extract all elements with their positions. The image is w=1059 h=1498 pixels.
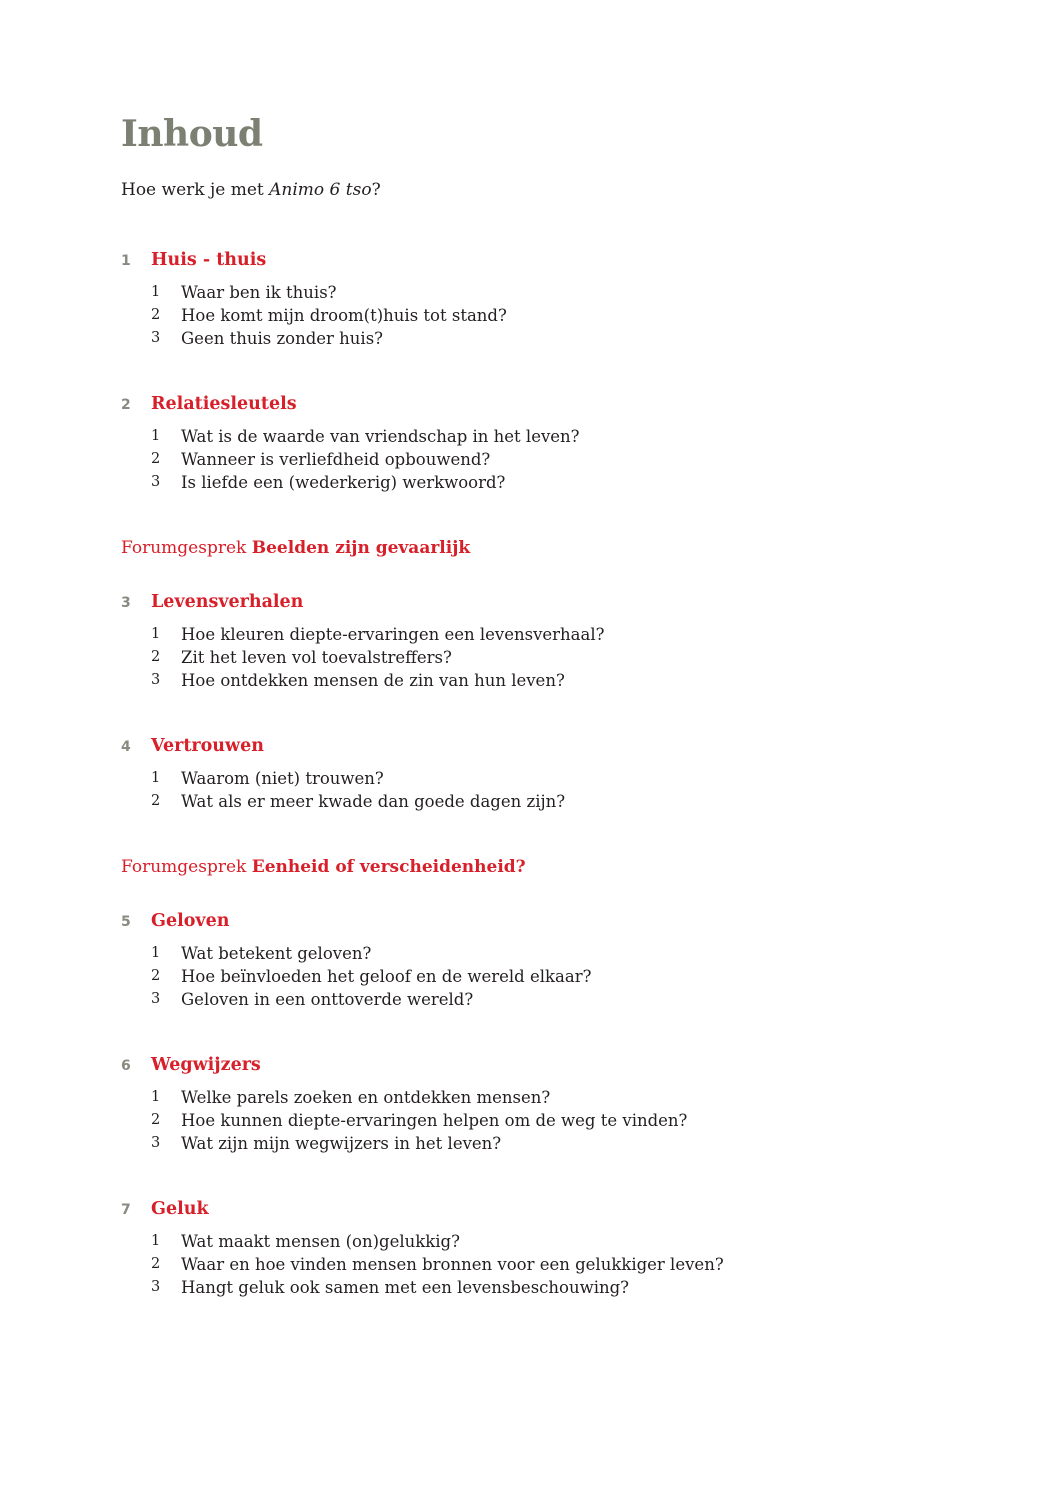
chapter-4 [121,734,981,813]
chapter-heading [121,1053,981,1077]
chapter-title: Levensverhalen [151,592,304,612]
intro-text: Hoe werk je met [121,180,270,200]
chapter-title: Geluk [151,1199,209,1219]
lesson-number: 2 [151,451,161,467]
chapter-title: Huis - thuis [151,250,267,270]
intro-line [121,178,981,202]
chapter-title: Geloven [151,911,230,931]
list-item [151,1109,981,1132]
lesson-number: 3 [151,474,161,490]
chapter-3 [121,590,981,692]
forum-prefix: Forumgesprek [121,857,252,877]
lesson-number: 1 [151,1233,161,1249]
lesson-number: 1 [151,284,161,300]
chapter-title: Relatiesleutels [151,394,297,414]
chapter-heading [121,734,981,758]
list-item [151,327,981,350]
chapter-number: 2 [121,397,131,413]
lesson-title: Waar ben ik thuis? [181,283,337,302]
lesson-list [151,425,981,494]
lesson-title: Geen thuis zonder huis? [181,329,384,348]
list-item [151,1132,981,1155]
list-item [151,1086,981,1109]
chapter-heading [121,909,981,933]
lesson-list [151,281,981,350]
lesson-list [151,623,981,692]
lesson-title: Geloven in een onttoverde wereld? [181,990,474,1009]
lesson-number: 2 [151,793,161,809]
lesson-number: 3 [151,330,161,346]
lesson-title: Wat zijn mijn wegwijzers in het leven? [181,1134,502,1153]
list-item [151,988,981,1011]
lesson-number: 1 [151,626,161,642]
lesson-title: Wat als er meer kwade dan goede dagen zijn? [181,792,566,811]
chapter-title: Wegwijzers [151,1055,261,1075]
list-item [151,1230,981,1253]
chapter-number: 4 [121,739,131,755]
lesson-title: Zit het leven vol toevalstreffers? [181,648,452,667]
chapter-5 [121,909,981,1011]
intro-book-title: Animo 6 tso [269,180,372,200]
list-item [151,471,981,494]
lesson-title: Hoe kleuren diepte-ervaringen een levensverhaal? [181,625,605,644]
lesson-number: 2 [151,649,161,665]
chapter-heading [121,1197,981,1221]
lesson-title: Wat is de waarde van vriendschap in het leven? [181,427,580,446]
lesson-number: 3 [151,1279,161,1295]
lesson-title: Wat maakt mensen (on)gelukkig? [181,1232,460,1251]
lesson-title: Hangt geluk ook samen met een levensbeschouwing? [181,1278,630,1297]
lesson-title: Waar en hoe vinden mensen bronnen voor een gelukkiger leven? [181,1255,724,1274]
chapter-number: 1 [121,253,131,269]
lesson-title: Hoe beïnvloeden het geloof en de wereld elkaar? [181,967,592,986]
lesson-number: 2 [151,1256,161,1272]
list-item [151,942,981,965]
lesson-list [151,767,981,813]
chapter-number: 6 [121,1058,131,1074]
chapter-number: 7 [121,1202,131,1218]
list-item [151,790,981,813]
chapter-number: 5 [121,914,131,930]
page-title: Inhoud [121,113,263,155]
lesson-title: Wanneer is verliefdheid opbouwend? [181,450,491,469]
list-item [151,646,981,669]
lesson-number: 3 [151,1135,161,1151]
forum-discussion-2 [121,855,981,879]
list-item [151,448,981,471]
list-item [151,281,981,304]
lesson-title: Hoe ontdekken mensen de zin van hun leven? [181,671,565,690]
chapter-heading [121,248,981,272]
lesson-number: 1 [151,1089,161,1105]
intro-end: ? [371,180,381,200]
chapter-6 [121,1053,981,1155]
lesson-title: Is liefde een (wederkerig) werkwoord? [181,473,506,492]
lesson-list [151,942,981,1011]
list-item [151,304,981,327]
table-of-contents [121,108,981,1299]
lesson-title: Wat betekent geloven? [181,944,372,963]
chapter-title: Vertrouwen [151,736,264,756]
list-item [151,669,981,692]
list-item [151,767,981,790]
chapter-heading [121,392,981,416]
lesson-number: 3 [151,672,161,688]
lesson-number: 3 [151,991,161,1007]
lesson-number: 1 [151,428,161,444]
forum-title: Eenheid of verscheidenheid? [251,857,526,877]
forum-prefix: Forumgesprek [121,538,252,558]
list-item [151,1253,981,1276]
forum-discussion-1 [121,536,981,560]
chapter-2 [121,392,981,494]
forum-title: Beelden zijn gevaarlijk [251,538,471,558]
list-item [151,623,981,646]
chapter-1 [121,248,981,350]
lesson-title: Welke parels zoeken en ontdekken mensen? [181,1088,551,1107]
lesson-title: Waarom (niet) trouwen? [181,769,384,788]
lesson-number: 2 [151,968,161,984]
lesson-number: 1 [151,945,161,961]
chapter-7 [121,1197,981,1299]
lesson-list [151,1086,981,1155]
lesson-number: 1 [151,770,161,786]
chapter-number: 3 [121,595,131,611]
list-item [151,1276,981,1299]
list-item [151,425,981,448]
lesson-title: Hoe kunnen diepte-ervaringen helpen om de weg te vinden? [181,1111,688,1130]
lesson-number: 2 [151,1112,161,1128]
lesson-list [151,1230,981,1299]
list-item [151,965,981,988]
lesson-number: 2 [151,307,161,323]
chapter-heading [121,590,981,614]
lesson-title: Hoe komt mijn droom(t)huis tot stand? [181,306,507,325]
